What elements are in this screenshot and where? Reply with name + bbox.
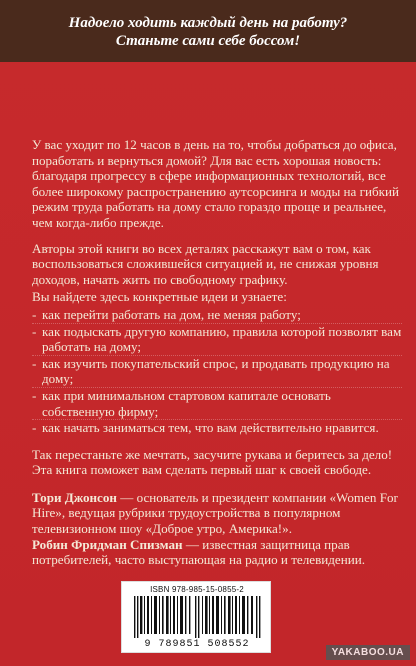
ideas-list <box>32 307 402 436</box>
bullet-mark: - <box>32 420 37 436</box>
author2-description: — известная защитница прав потребителей, часто выступающая на радио и телевидении. <box>32 536 366 568</box>
bullet-mark: - <box>32 323 37 339</box>
author1-bio <box>32 490 402 537</box>
list-item: - как изучить покупательский спрос, и продавать продукцию на дому; <box>32 356 402 388</box>
list-item: - как начать заниматься тем, что вам действительно нравится. <box>32 420 379 436</box>
authors-paragraph: Авторы этой книги во всех деталях расскажут вам о том, как воспользоваться сложившейся ситуацией и, не снижая уровня доходов, начать жить по свободному графику. <box>32 240 379 287</box>
list-item: - как при минимальном стартовом капитале основать собственную фирму; <box>32 388 402 420</box>
list-item: - как перейти работать на дом, не меняя работу; <box>32 307 402 324</box>
barcode-digits: 9 789851 508552 <box>144 639 250 650</box>
bullet-mark: - <box>32 306 37 322</box>
watermark: YAKABOO.UA <box>326 645 410 660</box>
description <box>32 137 402 574</box>
tagline <box>0 14 416 50</box>
ideas-intro: Вы найдете здесь конкретные идеи и узнаете: <box>32 289 287 305</box>
tagline-line-2: Станьте сами себе боссом! <box>115 33 301 49</box>
closing-paragraph: Так перестаньте же мечтать, засучите рукава и беритесь за дело! Эта книга поможет вам сделать первый шаг к своей свободе. <box>32 446 393 478</box>
author1-description: — основатель и президент компании «Women For Hire», ведущая рубрики трудоустройства в популярном телевизионном шоу «Доброе утро, Америка!». <box>32 489 398 537</box>
bullet-mark: - <box>32 355 37 371</box>
isbn-barcode-box <box>121 581 271 653</box>
author1-name: Тори Джонсон <box>32 489 117 505</box>
bullet-mark: - <box>32 387 37 403</box>
isbn-label: ISBN 978-985-15-0855-2 <box>150 585 244 594</box>
author2-bio <box>32 537 402 568</box>
intro-paragraph: У вас уходит по 12 часов в день на то, чтобы добраться до офиса, поработать и вернуться домой? Для вас есть хорошая новость: благодаря прогрессу в сфере информационных технологий, все более широкому распространению аутсорсинга и моды на гибкий режим труда работать на дому стало гораздо проще и реальнее, чем когда-либо прежде. <box>32 137 400 230</box>
list-item: - как подыскать другую компанию, правила которой позволят вам работать на дому; <box>32 323 402 355</box>
barcode-icon <box>132 596 262 638</box>
author2-name: Робин Фридман Спизман <box>32 536 183 552</box>
tagline-line-1: Надоело ходить каждый день на работу? <box>68 15 348 31</box>
